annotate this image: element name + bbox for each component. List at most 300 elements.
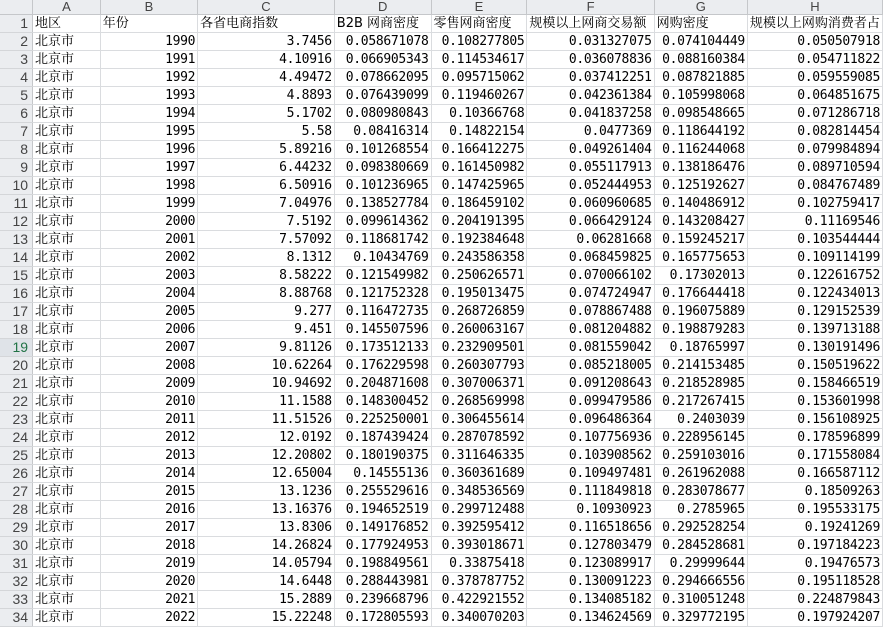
cell-ecommerce-index[interactable]: 7.57092 [198, 231, 335, 249]
cell-b2b-density[interactable]: 0.194652519 [334, 501, 431, 519]
cell-retail-density[interactable]: 0.114534617 [431, 51, 527, 69]
cell-shopping-density[interactable]: 0.2785965 [654, 501, 747, 519]
cell-merchant-volume[interactable]: 0.037412251 [527, 69, 654, 87]
cell-region[interactable]: 北京市 [33, 69, 101, 87]
cell-retail-density[interactable]: 0.147425965 [431, 177, 527, 195]
header-cell-region[interactable]: 地区 [33, 15, 101, 33]
cell-ecommerce-index[interactable]: 8.58222 [198, 267, 335, 285]
cell-b2b-density[interactable]: 0.08416314 [334, 123, 431, 141]
cell-ecommerce-index[interactable]: 5.1702 [198, 105, 335, 123]
cell-year[interactable]: 2017 [100, 519, 197, 537]
cell-ecommerce-index[interactable]: 13.1236 [198, 483, 335, 501]
cell-retail-density[interactable]: 0.161450982 [431, 159, 527, 177]
cell-region[interactable]: 北京市 [33, 393, 101, 411]
cell-shopping-density[interactable]: 0.159245217 [654, 231, 747, 249]
cell-consumer-share[interactable]: 0.050507918 [747, 33, 882, 51]
cell-shopping-density[interactable]: 0.261962088 [654, 465, 747, 483]
cell-region[interactable]: 北京市 [33, 573, 101, 591]
cell-consumer-share[interactable]: 0.19476573 [747, 555, 882, 573]
row-number[interactable]: 12 [0, 213, 33, 231]
cell-merchant-volume[interactable]: 0.042361384 [527, 87, 654, 105]
cell-consumer-share[interactable]: 0.197184223 [747, 537, 882, 555]
cell-b2b-density[interactable]: 0.121752328 [334, 285, 431, 303]
cell-year[interactable]: 2018 [100, 537, 197, 555]
cell-region[interactable]: 北京市 [33, 339, 101, 357]
cell-ecommerce-index[interactable]: 12.20802 [198, 447, 335, 465]
cell-retail-density[interactable]: 0.422921552 [431, 591, 527, 609]
row-number[interactable]: 15 [0, 267, 33, 285]
cell-merchant-volume[interactable]: 0.060960685 [527, 195, 654, 213]
cell-merchant-volume[interactable]: 0.085218005 [527, 357, 654, 375]
cell-year[interactable]: 2010 [100, 393, 197, 411]
cell-b2b-density[interactable]: 0.176229598 [334, 357, 431, 375]
cell-shopping-density[interactable]: 0.218528985 [654, 375, 747, 393]
cell-merchant-volume[interactable]: 0.123089917 [527, 555, 654, 573]
cell-merchant-volume[interactable]: 0.068459825 [527, 249, 654, 267]
cell-shopping-density[interactable]: 0.140486912 [654, 195, 747, 213]
cell-merchant-volume[interactable]: 0.078867488 [527, 303, 654, 321]
cell-ecommerce-index[interactable]: 3.7456 [198, 33, 335, 51]
row-number[interactable]: 22 [0, 393, 33, 411]
cell-ecommerce-index[interactable]: 8.1312 [198, 249, 335, 267]
cell-consumer-share[interactable]: 0.19241269 [747, 519, 882, 537]
cell-b2b-density[interactable]: 0.148300452 [334, 393, 431, 411]
cell-ecommerce-index[interactable]: 11.1588 [198, 393, 335, 411]
header-cell-merchant-volume[interactable]: 规模以上网商交易额 [527, 15, 654, 33]
cell-region[interactable]: 北京市 [33, 447, 101, 465]
cell-year[interactable]: 1999 [100, 195, 197, 213]
cell-b2b-density[interactable]: 0.101268554 [334, 141, 431, 159]
cell-b2b-density[interactable]: 0.288443981 [334, 573, 431, 591]
cell-merchant-volume[interactable]: 0.111849818 [527, 483, 654, 501]
cell-retail-density[interactable]: 0.10366768 [431, 105, 527, 123]
cell-shopping-density[interactable]: 0.143208427 [654, 213, 747, 231]
cell-year[interactable]: 2016 [100, 501, 197, 519]
cell-retail-density[interactable]: 0.243586358 [431, 249, 527, 267]
cell-year[interactable]: 1992 [100, 69, 197, 87]
cell-b2b-density[interactable]: 0.204871608 [334, 375, 431, 393]
row-number[interactable]: 30 [0, 537, 33, 555]
column-header-d[interactable]: D [334, 0, 431, 15]
cell-retail-density[interactable]: 0.260307793 [431, 357, 527, 375]
cell-retail-density[interactable]: 0.195013475 [431, 285, 527, 303]
cell-b2b-density[interactable]: 0.066905343 [334, 51, 431, 69]
cell-ecommerce-index[interactable]: 11.51526 [198, 411, 335, 429]
header-cell-b2b-density[interactable]: B2B 网商密度 [334, 15, 431, 33]
cell-year[interactable]: 2015 [100, 483, 197, 501]
row-number[interactable]: 8 [0, 141, 33, 159]
row-number[interactable]: 33 [0, 591, 33, 609]
row-number[interactable]: 6 [0, 105, 33, 123]
header-cell-consumer-share[interactable]: 规模以上网购消费者占 [747, 15, 882, 33]
cell-merchant-volume[interactable]: 0.096486364 [527, 411, 654, 429]
cell-year[interactable]: 2003 [100, 267, 197, 285]
cell-merchant-volume[interactable]: 0.10930923 [527, 501, 654, 519]
cell-merchant-volume[interactable]: 0.049261404 [527, 141, 654, 159]
cell-consumer-share[interactable]: 0.122616752 [747, 267, 882, 285]
column-header-f[interactable]: F [527, 0, 654, 15]
cell-ecommerce-index[interactable]: 14.05794 [198, 555, 335, 573]
cell-retail-density[interactable]: 0.186459102 [431, 195, 527, 213]
cell-ecommerce-index[interactable]: 9.451 [198, 321, 335, 339]
cell-b2b-density[interactable]: 0.116472735 [334, 303, 431, 321]
cell-merchant-volume[interactable]: 0.081204882 [527, 321, 654, 339]
cell-ecommerce-index[interactable]: 7.5192 [198, 213, 335, 231]
cell-year[interactable]: 1996 [100, 141, 197, 159]
cell-region[interactable]: 北京市 [33, 411, 101, 429]
row-number[interactable]: 24 [0, 429, 33, 447]
cell-shopping-density[interactable]: 0.228956145 [654, 429, 747, 447]
cell-shopping-density[interactable]: 0.176644418 [654, 285, 747, 303]
cell-retail-density[interactable]: 0.348536569 [431, 483, 527, 501]
cell-region[interactable]: 北京市 [33, 177, 101, 195]
cell-b2b-density[interactable]: 0.078662095 [334, 69, 431, 87]
row-number[interactable]: 34 [0, 609, 33, 627]
cell-b2b-density[interactable]: 0.101236965 [334, 177, 431, 195]
row-number[interactable]: 21 [0, 375, 33, 393]
cell-year[interactable]: 2004 [100, 285, 197, 303]
cell-retail-density[interactable]: 0.393018671 [431, 537, 527, 555]
cell-ecommerce-index[interactable]: 9.277 [198, 303, 335, 321]
cell-b2b-density[interactable]: 0.173512133 [334, 339, 431, 357]
cell-year[interactable]: 1990 [100, 33, 197, 51]
cell-retail-density[interactable]: 0.33875418 [431, 555, 527, 573]
cell-year[interactable]: 1991 [100, 51, 197, 69]
cell-shopping-density[interactable]: 0.087821885 [654, 69, 747, 87]
cell-consumer-share[interactable]: 0.158466519 [747, 375, 882, 393]
cell-shopping-density[interactable]: 0.217267415 [654, 393, 747, 411]
cell-consumer-share[interactable]: 0.059559085 [747, 69, 882, 87]
cell-retail-density[interactable]: 0.250626571 [431, 267, 527, 285]
cell-merchant-volume[interactable]: 0.127803479 [527, 537, 654, 555]
cell-consumer-share[interactable]: 0.103544444 [747, 231, 882, 249]
cell-consumer-share[interactable]: 0.102759417 [747, 195, 882, 213]
cell-b2b-density[interactable]: 0.076439099 [334, 87, 431, 105]
header-cell-shopping-density[interactable]: 网购密度 [654, 15, 747, 33]
cell-region[interactable]: 北京市 [33, 357, 101, 375]
cell-merchant-volume[interactable]: 0.116518656 [527, 519, 654, 537]
cell-merchant-volume[interactable]: 0.052444953 [527, 177, 654, 195]
cell-merchant-volume[interactable]: 0.066429124 [527, 213, 654, 231]
cell-consumer-share[interactable]: 0.089710594 [747, 159, 882, 177]
cell-shopping-density[interactable]: 0.074104449 [654, 33, 747, 51]
cell-ecommerce-index[interactable]: 6.44232 [198, 159, 335, 177]
cell-consumer-share[interactable]: 0.197924207 [747, 609, 882, 627]
cell-region[interactable]: 北京市 [33, 195, 101, 213]
cell-region[interactable]: 北京市 [33, 501, 101, 519]
cell-consumer-share[interactable]: 0.156108925 [747, 411, 882, 429]
cell-region[interactable]: 北京市 [33, 609, 101, 627]
cell-retail-density[interactable]: 0.232909501 [431, 339, 527, 357]
cell-retail-density[interactable]: 0.108277805 [431, 33, 527, 51]
cell-ecommerce-index[interactable]: 6.50916 [198, 177, 335, 195]
cell-retail-density[interactable]: 0.392595412 [431, 519, 527, 537]
cell-retail-density[interactable]: 0.095715062 [431, 69, 527, 87]
row-number[interactable]: 28 [0, 501, 33, 519]
cell-consumer-share[interactable]: 0.171558084 [747, 447, 882, 465]
row-number[interactable]: 14 [0, 249, 33, 267]
cell-b2b-density[interactable]: 0.145507596 [334, 321, 431, 339]
cell-merchant-volume[interactable]: 0.055117913 [527, 159, 654, 177]
row-number[interactable]: 19 [0, 339, 33, 357]
row-number[interactable]: 25 [0, 447, 33, 465]
cell-year[interactable]: 2022 [100, 609, 197, 627]
cell-ecommerce-index[interactable]: 4.49472 [198, 69, 335, 87]
cell-shopping-density[interactable]: 0.196075889 [654, 303, 747, 321]
row-number[interactable]: 2 [0, 33, 33, 51]
cell-merchant-volume[interactable]: 0.070066102 [527, 267, 654, 285]
cell-merchant-volume[interactable]: 0.0477369 [527, 123, 654, 141]
cell-year[interactable]: 2020 [100, 573, 197, 591]
cell-b2b-density[interactable]: 0.225250001 [334, 411, 431, 429]
row-number[interactable]: 9 [0, 159, 33, 177]
cell-year[interactable]: 1993 [100, 87, 197, 105]
cell-year[interactable]: 2021 [100, 591, 197, 609]
cell-shopping-density[interactable]: 0.198879283 [654, 321, 747, 339]
cell-retail-density[interactable]: 0.307006371 [431, 375, 527, 393]
cell-year[interactable]: 2013 [100, 447, 197, 465]
cell-merchant-volume[interactable]: 0.109497481 [527, 465, 654, 483]
cell-region[interactable]: 北京市 [33, 591, 101, 609]
cell-merchant-volume[interactable]: 0.134085182 [527, 591, 654, 609]
cell-consumer-share[interactable]: 0.122434013 [747, 285, 882, 303]
cell-retail-density[interactable]: 0.14822154 [431, 123, 527, 141]
header-cell-ecommerce-index[interactable]: 各省电商指数 [198, 15, 335, 33]
cell-retail-density[interactable]: 0.340070203 [431, 609, 527, 627]
cell-ecommerce-index[interactable]: 4.10916 [198, 51, 335, 69]
row-number[interactable]: 11 [0, 195, 33, 213]
cell-ecommerce-index[interactable]: 10.94692 [198, 375, 335, 393]
cell-shopping-density[interactable]: 0.105998068 [654, 87, 747, 105]
cell-consumer-share[interactable]: 0.130191496 [747, 339, 882, 357]
cell-year[interactable]: 2005 [100, 303, 197, 321]
cell-ecommerce-index[interactable]: 4.8893 [198, 87, 335, 105]
cell-merchant-volume[interactable]: 0.074724947 [527, 285, 654, 303]
cell-b2b-density[interactable]: 0.255529616 [334, 483, 431, 501]
cell-shopping-density[interactable]: 0.310051248 [654, 591, 747, 609]
cell-shopping-density[interactable]: 0.125192627 [654, 177, 747, 195]
cell-merchant-volume[interactable]: 0.081559042 [527, 339, 654, 357]
cell-merchant-volume[interactable]: 0.103908562 [527, 447, 654, 465]
cell-consumer-share[interactable]: 0.064851675 [747, 87, 882, 105]
select-all-corner[interactable] [0, 0, 33, 15]
cell-year[interactable]: 2019 [100, 555, 197, 573]
cell-b2b-density[interactable]: 0.14555136 [334, 465, 431, 483]
cell-region[interactable]: 北京市 [33, 249, 101, 267]
cell-region[interactable]: 北京市 [33, 519, 101, 537]
cell-region[interactable]: 北京市 [33, 321, 101, 339]
cell-year[interactable]: 1995 [100, 123, 197, 141]
cell-region[interactable]: 北京市 [33, 231, 101, 249]
cell-retail-density[interactable]: 0.306455614 [431, 411, 527, 429]
cell-merchant-volume[interactable]: 0.091208643 [527, 375, 654, 393]
cell-year[interactable]: 2007 [100, 339, 197, 357]
cell-region[interactable]: 北京市 [33, 51, 101, 69]
cell-year[interactable]: 2000 [100, 213, 197, 231]
cell-region[interactable]: 北京市 [33, 123, 101, 141]
cell-retail-density[interactable]: 0.192384648 [431, 231, 527, 249]
cell-consumer-share[interactable]: 0.224879843 [747, 591, 882, 609]
cell-region[interactable]: 北京市 [33, 483, 101, 501]
cell-region[interactable]: 北京市 [33, 105, 101, 123]
cell-merchant-volume[interactable]: 0.06281668 [527, 231, 654, 249]
cell-shopping-density[interactable]: 0.283078677 [654, 483, 747, 501]
cell-ecommerce-index[interactable]: 10.62264 [198, 357, 335, 375]
cell-retail-density[interactable]: 0.287078592 [431, 429, 527, 447]
cell-consumer-share[interactable]: 0.139713188 [747, 321, 882, 339]
cell-shopping-density[interactable]: 0.118644192 [654, 123, 747, 141]
cell-region[interactable]: 北京市 [33, 141, 101, 159]
cell-retail-density[interactable]: 0.299712488 [431, 501, 527, 519]
header-cell-year[interactable]: 年份 [100, 15, 197, 33]
row-number[interactable]: 5 [0, 87, 33, 105]
cell-b2b-density[interactable]: 0.058671078 [334, 33, 431, 51]
cell-consumer-share[interactable]: 0.084767489 [747, 177, 882, 195]
row-number[interactable]: 3 [0, 51, 33, 69]
cell-shopping-density[interactable]: 0.259103016 [654, 447, 747, 465]
cell-ecommerce-index[interactable]: 14.26824 [198, 537, 335, 555]
row-number[interactable]: 18 [0, 321, 33, 339]
row-number[interactable]: 7 [0, 123, 33, 141]
row-number[interactable]: 17 [0, 303, 33, 321]
cell-shopping-density[interactable]: 0.098548665 [654, 105, 747, 123]
cell-consumer-share[interactable]: 0.166587112 [747, 465, 882, 483]
row-number[interactable]: 27 [0, 483, 33, 501]
cell-shopping-density[interactable]: 0.165775653 [654, 249, 747, 267]
cell-year[interactable]: 1998 [100, 177, 197, 195]
cell-shopping-density[interactable]: 0.29999644 [654, 555, 747, 573]
cell-b2b-density[interactable]: 0.187439424 [334, 429, 431, 447]
cell-b2b-density[interactable]: 0.10434769 [334, 249, 431, 267]
row-number[interactable]: 29 [0, 519, 33, 537]
column-header-b[interactable]: B [100, 0, 197, 15]
cell-b2b-density[interactable]: 0.121549982 [334, 267, 431, 285]
row-number[interactable]: 26 [0, 465, 33, 483]
cell-ecommerce-index[interactable]: 5.58 [198, 123, 335, 141]
cell-ecommerce-index[interactable]: 15.2889 [198, 591, 335, 609]
cell-retail-density[interactable]: 0.166412275 [431, 141, 527, 159]
cell-retail-density[interactable]: 0.360361689 [431, 465, 527, 483]
row-number[interactable]: 32 [0, 573, 33, 591]
cell-shopping-density[interactable]: 0.088160384 [654, 51, 747, 69]
cell-shopping-density[interactable]: 0.329772195 [654, 609, 747, 627]
cell-region[interactable]: 北京市 [33, 87, 101, 105]
cell-consumer-share[interactable]: 0.18509263 [747, 483, 882, 501]
header-cell-retail-density[interactable]: 零售网商密度 [431, 15, 527, 33]
cell-b2b-density[interactable]: 0.099614362 [334, 213, 431, 231]
cell-consumer-share[interactable]: 0.150519622 [747, 357, 882, 375]
cell-year[interactable]: 1997 [100, 159, 197, 177]
cell-retail-density[interactable]: 0.204191395 [431, 213, 527, 231]
cell-shopping-density[interactable]: 0.284528681 [654, 537, 747, 555]
cell-b2b-density[interactable]: 0.138527784 [334, 195, 431, 213]
column-header-h[interactable]: H [747, 0, 882, 15]
cell-consumer-share[interactable]: 0.109114199 [747, 249, 882, 267]
cell-shopping-density[interactable]: 0.292528254 [654, 519, 747, 537]
cell-consumer-share[interactable]: 0.153601998 [747, 393, 882, 411]
cell-b2b-density[interactable]: 0.118681742 [334, 231, 431, 249]
cell-region[interactable]: 北京市 [33, 375, 101, 393]
cell-region[interactable]: 北京市 [33, 555, 101, 573]
cell-ecommerce-index[interactable]: 7.04976 [198, 195, 335, 213]
cell-year[interactable]: 2006 [100, 321, 197, 339]
cell-ecommerce-index[interactable]: 14.6448 [198, 573, 335, 591]
cell-year[interactable]: 1994 [100, 105, 197, 123]
cell-consumer-share[interactable]: 0.071286718 [747, 105, 882, 123]
cell-shopping-density[interactable]: 0.2403039 [654, 411, 747, 429]
cell-region[interactable]: 北京市 [33, 285, 101, 303]
cell-year[interactable]: 2002 [100, 249, 197, 267]
cell-retail-density[interactable]: 0.268569998 [431, 393, 527, 411]
cell-merchant-volume[interactable]: 0.099479586 [527, 393, 654, 411]
cell-year[interactable]: 2012 [100, 429, 197, 447]
cell-ecommerce-index[interactable]: 9.81126 [198, 339, 335, 357]
cell-region[interactable]: 北京市 [33, 465, 101, 483]
row-number[interactable]: 20 [0, 357, 33, 375]
cell-consumer-share[interactable]: 0.079984894 [747, 141, 882, 159]
cell-consumer-share[interactable]: 0.178596899 [747, 429, 882, 447]
cell-region[interactable]: 北京市 [33, 303, 101, 321]
cell-region[interactable]: 北京市 [33, 33, 101, 51]
cell-ecommerce-index[interactable]: 8.88768 [198, 285, 335, 303]
cell-consumer-share[interactable]: 0.195118528 [747, 573, 882, 591]
cell-b2b-density[interactable]: 0.180190375 [334, 447, 431, 465]
column-header-e[interactable]: E [431, 0, 527, 15]
cell-ecommerce-index[interactable]: 15.22248 [198, 609, 335, 627]
cell-year[interactable]: 2009 [100, 375, 197, 393]
cell-region[interactable]: 北京市 [33, 537, 101, 555]
cell-retail-density[interactable]: 0.378787752 [431, 573, 527, 591]
cell-year[interactable]: 2011 [100, 411, 197, 429]
cell-shopping-density[interactable]: 0.294666556 [654, 573, 747, 591]
cell-retail-density[interactable]: 0.311646335 [431, 447, 527, 465]
cell-region[interactable]: 北京市 [33, 429, 101, 447]
cell-year[interactable]: 2008 [100, 357, 197, 375]
cell-region[interactable]: 北京市 [33, 159, 101, 177]
cell-b2b-density[interactable]: 0.177924953 [334, 537, 431, 555]
cell-merchant-volume[interactable]: 0.031327075 [527, 33, 654, 51]
cell-shopping-density[interactable]: 0.138186476 [654, 159, 747, 177]
cell-retail-density[interactable]: 0.119460267 [431, 87, 527, 105]
cell-merchant-volume[interactable]: 0.036078836 [527, 51, 654, 69]
cell-consumer-share[interactable]: 0.195533175 [747, 501, 882, 519]
cell-retail-density[interactable]: 0.260063167 [431, 321, 527, 339]
column-header-a[interactable]: A [33, 0, 101, 15]
cell-shopping-density[interactable]: 0.116244068 [654, 141, 747, 159]
row-number[interactable]: 1 [0, 15, 33, 33]
cell-ecommerce-index[interactable]: 12.0192 [198, 429, 335, 447]
cell-merchant-volume[interactable]: 0.107756936 [527, 429, 654, 447]
column-header-g[interactable]: G [654, 0, 747, 15]
cell-b2b-density[interactable]: 0.198849561 [334, 555, 431, 573]
cell-b2b-density[interactable]: 0.098380669 [334, 159, 431, 177]
cell-consumer-share[interactable]: 0.054711822 [747, 51, 882, 69]
cell-ecommerce-index[interactable]: 13.16376 [198, 501, 335, 519]
cell-shopping-density[interactable]: 0.18765997 [654, 339, 747, 357]
cell-region[interactable]: 北京市 [33, 213, 101, 231]
cell-consumer-share[interactable]: 0.11169546 [747, 213, 882, 231]
cell-merchant-volume[interactable]: 0.134624569 [527, 609, 654, 627]
cell-b2b-density[interactable]: 0.149176852 [334, 519, 431, 537]
cell-retail-density[interactable]: 0.268726859 [431, 303, 527, 321]
cell-b2b-density[interactable]: 0.239668796 [334, 591, 431, 609]
cell-consumer-share[interactable]: 0.129152539 [747, 303, 882, 321]
cell-ecommerce-index[interactable]: 12.65004 [198, 465, 335, 483]
row-number[interactable]: 4 [0, 69, 33, 87]
cell-shopping-density[interactable]: 0.17302013 [654, 267, 747, 285]
row-number[interactable]: 10 [0, 177, 33, 195]
row-number[interactable]: 13 [0, 231, 33, 249]
